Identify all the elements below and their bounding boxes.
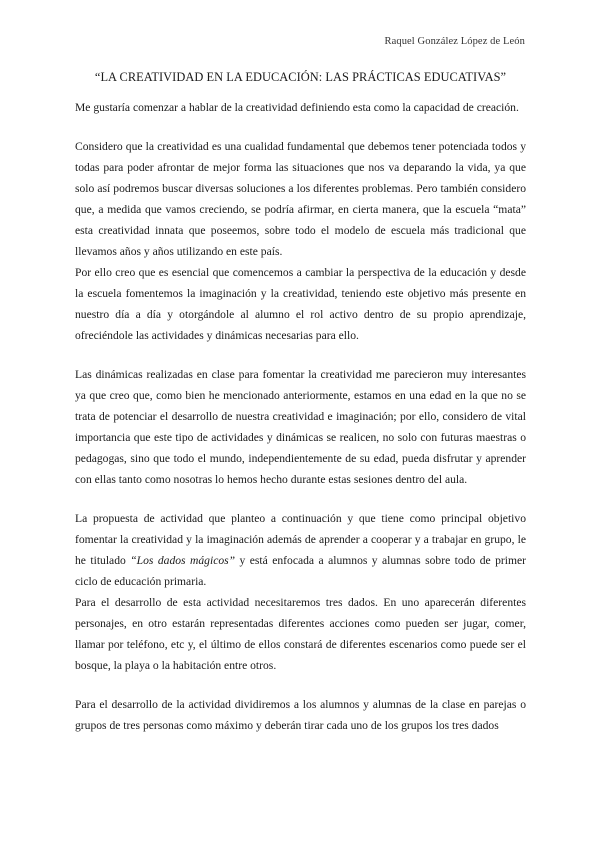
- activity-proposal-text-end: y está enfocada a alumnos y alumnas sobre todo de primer ciclo de educación primaria.: [75, 554, 526, 588]
- activity-proposal-text-start: La propuesta de actividad que planteo a continuación y que tiene como principal objetivo fomentar la creatividad y la imaginación además de aprender a cooperar y a trabajar en grupo, le he titulado: [75, 512, 526, 567]
- activity-title: “Los dados mágicos”: [130, 554, 236, 567]
- document-title: “LA CREATIVIDAD EN LA EDUCACIÓN: LAS PRÁCTICAS EDUCATIVAS”: [94, 70, 507, 84]
- paragraph-spacer: [75, 676, 526, 694]
- paragraph-activity-materials: Para el desarrollo de esta actividad necesitaremos tres dados. En uno aparecerán diferentes personajes, en otro estarán representadas diferentes acciones como pueden ser jugar, comer, llamar por teléfono, etc y, el último de ellos constará de diferentes escenarios como puede ser el bosque, la playa o la habitación entre otros.: [75, 596, 526, 672]
- paragraph-activity-proposal: [75, 508, 526, 592]
- paragraph-creativity-importance: Considero que la creatividad es una cualidad fundamental que debemos tener potenciada todos y todas para poder afrontar de mejor forma las situaciones que nos va deparando la vida, ya que solo así podremos buscar diversas soluciones a los diferentes problemas. Pero también considero que, a medida que vamos creciendo, se podría afirmar, en cierta manera, que la escuela “mata” esta creatividad innata que poseemos, sobre todo el modelo de escuela más tradicional que llevamos años y años utilizando en este país.: [75, 140, 526, 258]
- paragraph-spacer: [75, 490, 526, 508]
- document-body: [75, 70, 526, 736]
- paragraph-spacer: [75, 118, 526, 136]
- paragraph-education-perspective: Por ello creo que es esencial que comencemos a cambiar la perspectiva de la educación y desde la escuela fomentemos la imaginación y la creatividad, teniendo este objetivo más presente en nuestro día a día y otorgándole al alumno el rol activo dentro de su propio aprendizaje, ofreciéndole las actividades y dinámicas necesarias para ello.: [75, 266, 526, 342]
- paragraph-class-dynamics: Las dinámicas realizadas en clase para fomentar la creatividad me parecieron muy interesantes ya que creo que, como bien he mencionado anteriormente, estamos en una edad en la que no se trata de potenciar el desarrollo de nuestra creatividad e imaginación; por ello, considero de vital importancia que este tipo de actividades y dinámicas se realicen, no solo con futuras maestras o pedagogas, sino que todo el mundo, independientemente de su edad, pueda disfrutar y aprender con ellas tanto como nosotras lo hemos hecho durante estas sesiones dentro del aula.: [75, 368, 526, 486]
- paragraph-activity-development: Para el desarrollo de la actividad dividiremos a los alumnos y alumnas de la clase en parejas o grupos de tres personas como máximo y deberán tirar cada uno de los grupos los tres dados: [75, 698, 526, 732]
- header-author: Raquel González López de León: [384, 36, 525, 47]
- paragraph-intro: Me gustaría comenzar a hablar de la creatividad definiendo esta como la capacidad de creación.: [75, 101, 519, 114]
- paragraph-spacer: [75, 346, 526, 364]
